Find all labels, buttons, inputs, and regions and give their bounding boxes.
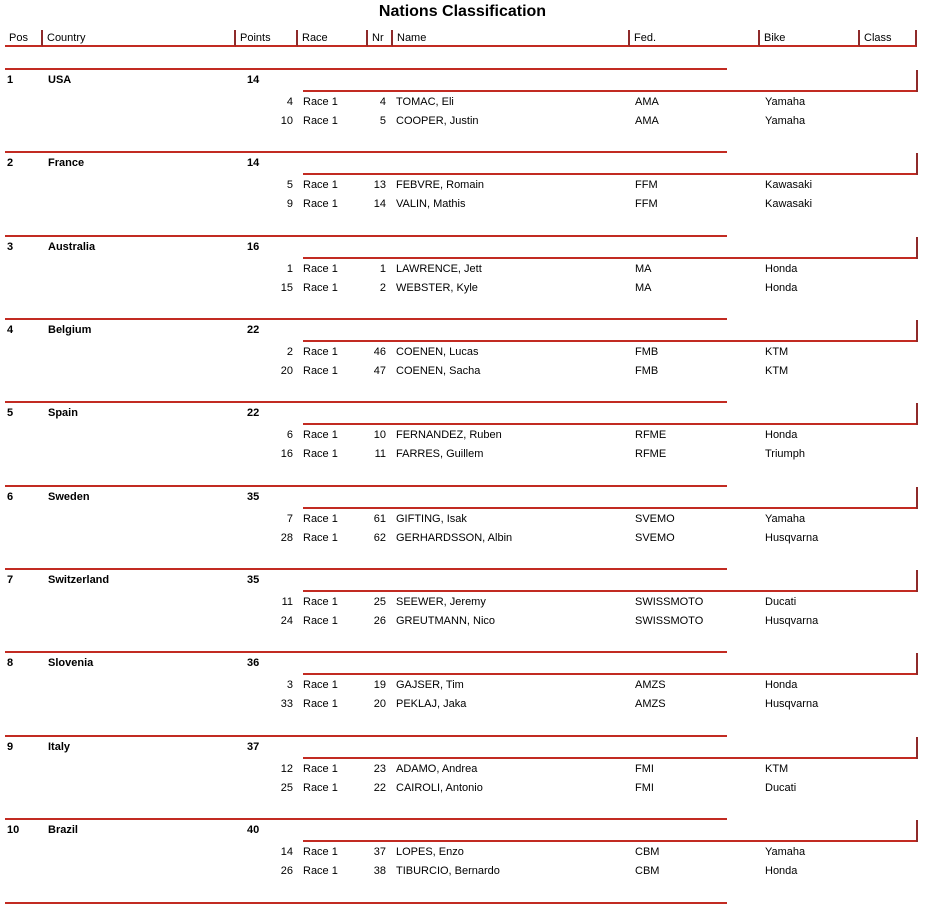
nation-pos: 10: [7, 824, 20, 836]
rider-points: 28: [280, 532, 293, 544]
rider-name: CAIROLI, Antonio: [396, 782, 483, 794]
rider-points: 1: [286, 263, 293, 275]
rider-points: 12: [280, 763, 293, 775]
nation-block: [0, 651, 925, 734]
rider-nr: 37: [373, 846, 386, 858]
rider-race: Race 1: [303, 513, 338, 525]
rider-row: [0, 345, 925, 360]
nation-country: Switzerland: [48, 574, 110, 586]
nation-top-rule: [5, 318, 727, 320]
rider-bike: Honda: [765, 429, 798, 441]
rider-race: Race 1: [303, 532, 338, 544]
column-header-bike: Bike: [760, 30, 860, 47]
rider-fed: AMZS: [635, 679, 666, 691]
rider-name: COOPER, Justin: [396, 115, 479, 127]
nation-top-rule: [5, 568, 727, 570]
rider-race: Race 1: [303, 263, 338, 275]
rider-fed: AMA: [635, 96, 659, 108]
rider-row: [0, 614, 925, 629]
rider-name: COENEN, Sacha: [396, 365, 481, 377]
rider-points: 11: [281, 596, 293, 608]
nation-block: [0, 235, 925, 318]
rider-points: 10: [280, 115, 293, 127]
rider-row: [0, 781, 925, 796]
rider-row: [0, 262, 925, 277]
rider-row: [0, 428, 925, 443]
rider-fed: SVEMO: [635, 513, 675, 525]
nation-under-rule: [303, 840, 918, 842]
rider-points: 33: [280, 698, 293, 710]
nation-block: [0, 818, 925, 901]
rider-race: Race 1: [303, 282, 338, 294]
rider-race: Race 1: [303, 698, 338, 710]
rider-race: Race 1: [303, 429, 338, 441]
rider-name: FERNANDEZ, Ruben: [396, 429, 502, 441]
rider-nr: 1: [379, 263, 386, 275]
nation-top-rule: [5, 818, 727, 820]
column-header-fed: Fed.: [630, 30, 760, 47]
rider-name: ADAMO, Andrea: [396, 763, 478, 775]
rider-points: 15: [280, 282, 293, 294]
rider-row: [0, 595, 925, 610]
nation-points: 16: [247, 241, 260, 253]
nation-block: [0, 568, 925, 651]
nation-pos: 9: [7, 741, 14, 753]
column-header-name: Name: [393, 30, 630, 47]
rider-bike: Kawasaki: [765, 179, 813, 191]
nation-under-rule: [303, 257, 918, 259]
rider-nr: 46: [373, 346, 386, 358]
rider-points: 5: [286, 179, 293, 191]
nation-country: Belgium: [48, 324, 92, 336]
rider-nr: 4: [379, 96, 386, 108]
rider-row: [0, 697, 925, 712]
nation-under-rule: [303, 340, 918, 342]
column-header-points: Points: [236, 30, 298, 47]
rider-race: Race 1: [303, 679, 338, 691]
rider-nr: 25: [373, 596, 386, 608]
rider-nr: 62: [373, 532, 386, 544]
rider-nr: 23: [373, 763, 386, 775]
rider-row: [0, 95, 925, 110]
rider-name: LOPES, Enzo: [396, 846, 464, 858]
rider-nr: 20: [373, 698, 386, 710]
rider-fed: MA: [635, 263, 652, 275]
nation-row: [0, 407, 925, 422]
rider-bike: Ducati: [765, 596, 797, 608]
nation-row: [0, 491, 925, 506]
rider-name: GERHARDSSON, Albin: [396, 532, 513, 544]
nation-under-rule: [303, 757, 918, 759]
rider-row: [0, 447, 925, 462]
nation-row: [0, 824, 925, 839]
nation-pos: 2: [7, 157, 14, 169]
rider-bike: Ducati: [765, 782, 797, 794]
rider-race: Race 1: [303, 596, 338, 608]
rider-name: LAWRENCE, Jett: [396, 263, 482, 275]
nation-row: [0, 157, 925, 172]
rider-bike: KTM: [765, 365, 789, 377]
rider-fed: SWISSMOTO: [635, 596, 704, 608]
nation-points: 14: [247, 157, 260, 169]
nation-points: 40: [247, 824, 260, 836]
nation-top-rule: [5, 151, 727, 153]
rider-race: Race 1: [303, 865, 338, 877]
rider-race: Race 1: [303, 846, 338, 858]
rider-fed: FMB: [635, 346, 659, 358]
rider-fed: RFME: [635, 448, 667, 460]
rider-points: 7: [286, 513, 293, 525]
rider-bike: Honda: [765, 865, 798, 877]
rider-name: WEBSTER, Kyle: [396, 282, 478, 294]
nation-pos: 1: [7, 74, 14, 86]
nation-points: 14: [247, 74, 260, 86]
rider-bike: Husqvarna: [765, 698, 819, 710]
rider-name: TIBURCIO, Bernardo: [396, 865, 500, 877]
nation-row: [0, 657, 925, 672]
rider-points: 14: [280, 846, 293, 858]
rider-row: [0, 364, 925, 379]
rider-nr: 14: [373, 198, 386, 210]
rider-race: Race 1: [303, 198, 338, 210]
rider-nr: 5: [379, 115, 386, 127]
rider-bike: Husqvarna: [765, 615, 819, 627]
rider-name: GIFTING, Isak: [396, 513, 467, 525]
nation-row: [0, 574, 925, 589]
nation-pos: 5: [7, 407, 14, 419]
rider-name: PEKLAJ, Jaka: [396, 698, 467, 710]
rider-points: 20: [280, 365, 293, 377]
rider-name: TOMAC, Eli: [396, 96, 454, 108]
rider-row: [0, 531, 925, 546]
rider-points: 6: [286, 429, 293, 441]
rider-race: Race 1: [303, 115, 338, 127]
rider-row: [0, 845, 925, 860]
nation-country: Brazil: [48, 824, 78, 836]
rider-fed: FMI: [635, 782, 654, 794]
rider-nr: 11: [374, 448, 386, 460]
rider-bike: Honda: [765, 263, 798, 275]
rider-points: 9: [286, 198, 293, 210]
rider-bike: Kawasaki: [765, 198, 813, 210]
rider-nr: 47: [373, 365, 386, 377]
nation-row: [0, 324, 925, 339]
nation-country: Italy: [48, 741, 71, 753]
rider-nr: 2: [379, 282, 386, 294]
nation-top-rule: [5, 485, 727, 487]
rider-nr: 19: [373, 679, 386, 691]
nation-country: Sweden: [48, 491, 90, 503]
nation-points: 36: [247, 657, 260, 669]
nation-pos: 3: [7, 241, 14, 253]
rider-row: [0, 197, 925, 212]
rider-nr: 38: [373, 865, 386, 877]
rider-row: [0, 678, 925, 693]
nation-top-rule: [5, 401, 727, 403]
nation-top-rule: [5, 735, 727, 737]
rider-row: [0, 178, 925, 193]
rider-row: [0, 512, 925, 527]
rider-nr: 13: [373, 179, 386, 191]
nation-block: [0, 735, 925, 818]
nation-country: France: [48, 157, 85, 169]
rider-fed: AMZS: [635, 698, 666, 710]
column-header-country: Country: [43, 30, 236, 47]
nation-pos: 7: [7, 574, 14, 586]
rider-row: [0, 114, 925, 129]
nation-block: [0, 68, 925, 151]
column-header-pos: Pos: [5, 30, 43, 47]
nation-under-rule: [303, 423, 918, 425]
rider-fed: AMA: [635, 115, 659, 127]
rider-fed: FMI: [635, 763, 654, 775]
nation-country: Australia: [48, 241, 96, 253]
rider-fed: FFM: [635, 179, 658, 191]
rider-name: VALIN, Mathis: [396, 198, 466, 210]
nation-top-rule: [5, 68, 727, 70]
nation-pos: 6: [7, 491, 14, 503]
rider-race: Race 1: [303, 448, 338, 460]
rider-points: 24: [280, 615, 293, 627]
rider-race: Race 1: [303, 365, 338, 377]
nation-block: [0, 401, 925, 484]
rider-name: FEBVRE, Romain: [396, 179, 485, 191]
nation-points: 35: [247, 574, 260, 586]
rider-race: Race 1: [303, 346, 338, 358]
rider-points: 25: [280, 782, 293, 794]
nation-country: Slovenia: [48, 657, 94, 669]
rider-fed: CBM: [635, 865, 660, 877]
rider-bike: Honda: [765, 282, 798, 294]
nation-row: [0, 241, 925, 256]
nation-under-rule: [303, 590, 918, 592]
rider-fed: FMB: [635, 365, 659, 377]
rider-fed: SVEMO: [635, 532, 675, 544]
rider-nr: 10: [373, 429, 386, 441]
rider-nr: 26: [373, 615, 386, 627]
rider-bike: Honda: [765, 679, 798, 691]
rider-nr: 61: [373, 513, 386, 525]
nation-points: 35: [247, 491, 260, 503]
nation-block: [0, 318, 925, 401]
rider-points: 26: [280, 865, 293, 877]
rider-row: [0, 762, 925, 777]
rider-name: GAJSER, Tim: [396, 679, 464, 691]
nation-under-rule: [303, 173, 918, 175]
rider-race: Race 1: [303, 615, 338, 627]
rider-bike: Yamaha: [765, 513, 806, 525]
column-header-nr: Nr: [368, 30, 393, 47]
nation-points: 37: [247, 741, 260, 753]
rider-fed: CBM: [635, 846, 660, 858]
nation-row: [0, 741, 925, 756]
rider-points: 3: [286, 679, 293, 691]
rider-bike: Yamaha: [765, 96, 806, 108]
nation-points: 22: [247, 407, 260, 419]
rider-name: FARRES, Guillem: [396, 448, 484, 460]
rider-fed: SWISSMOTO: [635, 615, 704, 627]
page-title: Nations Classification: [378, 3, 547, 20]
rider-bike: Yamaha: [765, 846, 806, 858]
rider-bike: KTM: [765, 763, 789, 775]
rider-race: Race 1: [303, 782, 338, 794]
rider-race: Race 1: [303, 179, 338, 191]
nation-pos: 8: [7, 657, 14, 669]
rider-race: Race 1: [303, 96, 338, 108]
nation-under-rule: [303, 507, 918, 509]
rider-nr: 22: [373, 782, 386, 794]
column-header-race: Race: [298, 30, 368, 47]
nation-block: [0, 485, 925, 568]
rider-fed: MA: [635, 282, 652, 294]
rider-fed: FFM: [635, 198, 658, 210]
rider-row: [0, 281, 925, 296]
document-bottom-rule: [5, 902, 727, 904]
rider-points: 4: [286, 96, 293, 108]
rider-name: GREUTMANN, Nico: [396, 615, 496, 627]
nation-under-rule: [303, 673, 918, 675]
nation-under-rule: [303, 90, 918, 92]
nation-pos: 4: [7, 324, 14, 336]
nation-country: USA: [48, 74, 72, 86]
rider-race: Race 1: [303, 763, 338, 775]
rider-name: COENEN, Lucas: [396, 346, 479, 358]
rider-bike: Triumph: [765, 448, 805, 460]
nation-country: Spain: [48, 407, 78, 419]
nation-block: [0, 151, 925, 234]
column-header-class: Class: [860, 30, 917, 47]
nation-top-rule: [5, 235, 727, 237]
rider-row: [0, 864, 925, 879]
rider-points: 2: [286, 346, 293, 358]
rider-points: 16: [280, 448, 293, 460]
rider-fed: RFME: [635, 429, 667, 441]
rider-bike: Husqvarna: [765, 532, 819, 544]
rider-bike: Yamaha: [765, 115, 806, 127]
rider-name: SEEWER, Jeremy: [396, 596, 486, 608]
nation-points: 22: [247, 324, 260, 336]
nation-row: [0, 74, 925, 89]
nation-top-rule: [5, 651, 727, 653]
rider-bike: KTM: [765, 346, 789, 358]
